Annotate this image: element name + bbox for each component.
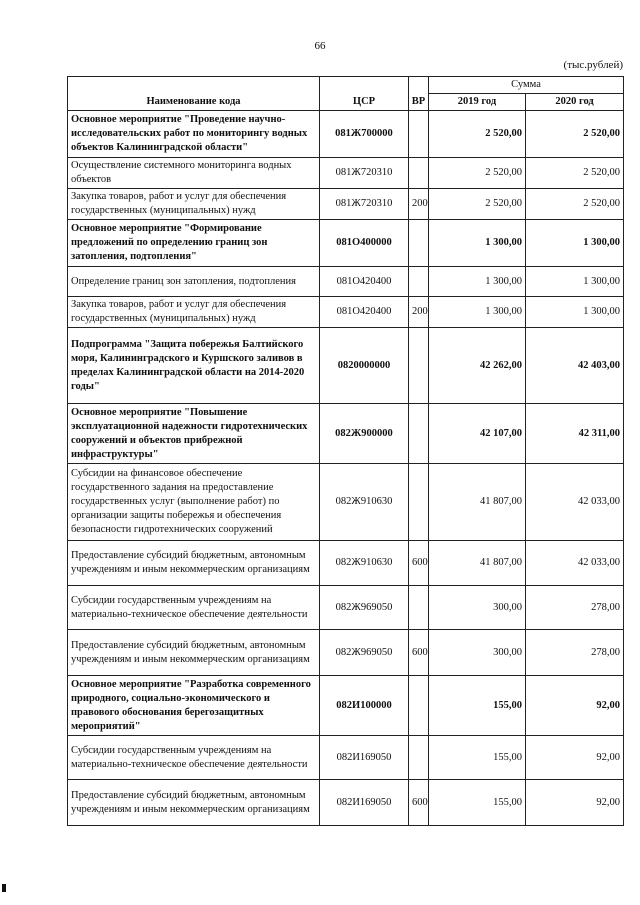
row-amount-2019: 2 520,00 (429, 158, 526, 189)
row-amount-2019: 1 300,00 (429, 267, 526, 297)
row-amount-2020: 42 033,00 (526, 541, 624, 586)
row-vr (409, 267, 429, 297)
row-csr: 081Ж720310 (320, 158, 409, 189)
row-name: Подпрограмма "Защита побережья Балтийского моря, Калининградского и Куршского заливов в пределах Калининградской области на 2014-2020 годы" (68, 328, 320, 404)
table-row (68, 586, 624, 630)
row-name: Закупка товаров, работ и услуг для обеспечения государственных (муниципальных) нужд (68, 297, 320, 328)
row-csr: 081Ж720310 (320, 189, 409, 220)
row-csr: 082Ж969050 (320, 586, 409, 630)
row-csr: 082И100000 (320, 676, 409, 736)
row-amount-2020: 42 311,00 (526, 404, 624, 464)
table-row (68, 220, 624, 267)
row-name: Основное мероприятие "Повышение эксплуатационной надежности гидротехнических сооружений и объектов прибрежной инфраструктуры" (68, 404, 320, 464)
table-row (68, 630, 624, 676)
row-name: Субсидии государственным учреждениям на материально-техническое обеспечение деятельности (68, 736, 320, 780)
row-csr: 082Ж969050 (320, 630, 409, 676)
table-row (68, 541, 624, 586)
page-number: 66 (314, 40, 326, 52)
row-vr (409, 464, 429, 541)
row-name: Предоставление субсидий бюджетным, автономным учреждениям и иным некоммерческим организациям (68, 630, 320, 676)
table-row (68, 297, 624, 328)
table-row (68, 780, 624, 826)
row-csr: 081О420400 (320, 267, 409, 297)
row-name: Закупка товаров, работ и услуг для обеспечения государственных (муниципальных) нужд (68, 189, 320, 220)
row-vr: 600 (409, 541, 429, 586)
row-amount-2019: 300,00 (429, 630, 526, 676)
header-sum: Сумма (429, 77, 624, 94)
row-amount-2020: 92,00 (526, 676, 624, 736)
row-vr (409, 328, 429, 404)
row-vr (409, 586, 429, 630)
header-2020: 2020 год (526, 94, 624, 111)
row-vr: 600 (409, 780, 429, 826)
header-csr: ЦСР (320, 77, 409, 111)
header-2019: 2019 год (429, 94, 526, 111)
table-row (68, 267, 624, 297)
budget-table (67, 76, 624, 826)
table-row (68, 111, 624, 158)
table-row (68, 676, 624, 736)
row-csr: 0820000000 (320, 328, 409, 404)
table-body (68, 111, 624, 826)
table-header (68, 77, 624, 111)
row-csr: 081О420400 (320, 297, 409, 328)
row-amount-2019: 155,00 (429, 676, 526, 736)
units-label: (тыс.рублей) (563, 59, 623, 71)
row-csr: 082И169050 (320, 736, 409, 780)
row-vr (409, 736, 429, 780)
table-row (68, 404, 624, 464)
row-amount-2019: 2 520,00 (429, 189, 526, 220)
row-amount-2020: 42 033,00 (526, 464, 624, 541)
row-amount-2019: 1 300,00 (429, 297, 526, 328)
table-row (68, 328, 624, 404)
edge-mark (2, 884, 6, 892)
row-name: Предоставление субсидий бюджетным, автономным учреждениям и иным некоммерческим организациям (68, 780, 320, 826)
row-amount-2019: 42 107,00 (429, 404, 526, 464)
row-amount-2019: 155,00 (429, 736, 526, 780)
table-row (68, 158, 624, 189)
row-vr: 200 (409, 189, 429, 220)
row-name: Основное мероприятие "Формирование предложений по определению границ зон затопления, подтопления" (68, 220, 320, 267)
table-row (68, 189, 624, 220)
row-csr: 081Ж700000 (320, 111, 409, 158)
row-amount-2020: 2 520,00 (526, 111, 624, 158)
row-amount-2020: 92,00 (526, 736, 624, 780)
row-amount-2019: 300,00 (429, 586, 526, 630)
row-amount-2020: 2 520,00 (526, 158, 624, 189)
row-name: Определение границ зон затопления, подтопления (68, 267, 320, 297)
row-amount-2019: 42 262,00 (429, 328, 526, 404)
table-row (68, 464, 624, 541)
row-vr (409, 220, 429, 267)
row-amount-2020: 42 403,00 (526, 328, 624, 404)
row-amount-2019: 41 807,00 (429, 541, 526, 586)
row-amount-2020: 2 520,00 (526, 189, 624, 220)
row-vr (409, 404, 429, 464)
row-name: Субсидии государственным учреждениям на материально-техническое обеспечение деятельности (68, 586, 320, 630)
row-amount-2019: 1 300,00 (429, 220, 526, 267)
row-amount-2020: 1 300,00 (526, 297, 624, 328)
table-row (68, 736, 624, 780)
row-vr (409, 158, 429, 189)
row-csr: 082И169050 (320, 780, 409, 826)
row-amount-2020: 278,00 (526, 630, 624, 676)
row-name: Осуществление системного мониторинга водных объектов (68, 158, 320, 189)
row-vr (409, 676, 429, 736)
row-amount-2020: 278,00 (526, 586, 624, 630)
row-amount-2020: 1 300,00 (526, 220, 624, 267)
row-amount-2019: 155,00 (429, 780, 526, 826)
row-amount-2019: 2 520,00 (429, 111, 526, 158)
header-vr: ВР (409, 77, 429, 111)
row-amount-2019: 41 807,00 (429, 464, 526, 541)
row-name: Предоставление субсидий бюджетным, автономным учреждениям и иным некоммерческим организациям (68, 541, 320, 586)
row-vr: 200 (409, 297, 429, 328)
row-amount-2020: 92,00 (526, 780, 624, 826)
row-vr (409, 111, 429, 158)
row-csr: 081О400000 (320, 220, 409, 267)
row-vr: 600 (409, 630, 429, 676)
header-name: Наименование кода (68, 77, 320, 111)
row-name: Основное мероприятие "Проведение научно-исследовательских работ по мониторингу водных объектов Калининградской области" (68, 111, 320, 158)
row-name: Основное мероприятие "Разработка современного природного, социально-экономического и правового обоснования берегозащитных мероприятий" (68, 676, 320, 736)
row-name: Субсидии на финансовое обеспечение государственного задания на предоставление государственных услуг (выполнение работ) по организации защиты побережья и обеспечения безопасности гидротехнических сооружений (68, 464, 320, 541)
row-amount-2020: 1 300,00 (526, 267, 624, 297)
row-csr: 082Ж900000 (320, 404, 409, 464)
row-csr: 082Ж910630 (320, 541, 409, 586)
row-csr: 082Ж910630 (320, 464, 409, 541)
